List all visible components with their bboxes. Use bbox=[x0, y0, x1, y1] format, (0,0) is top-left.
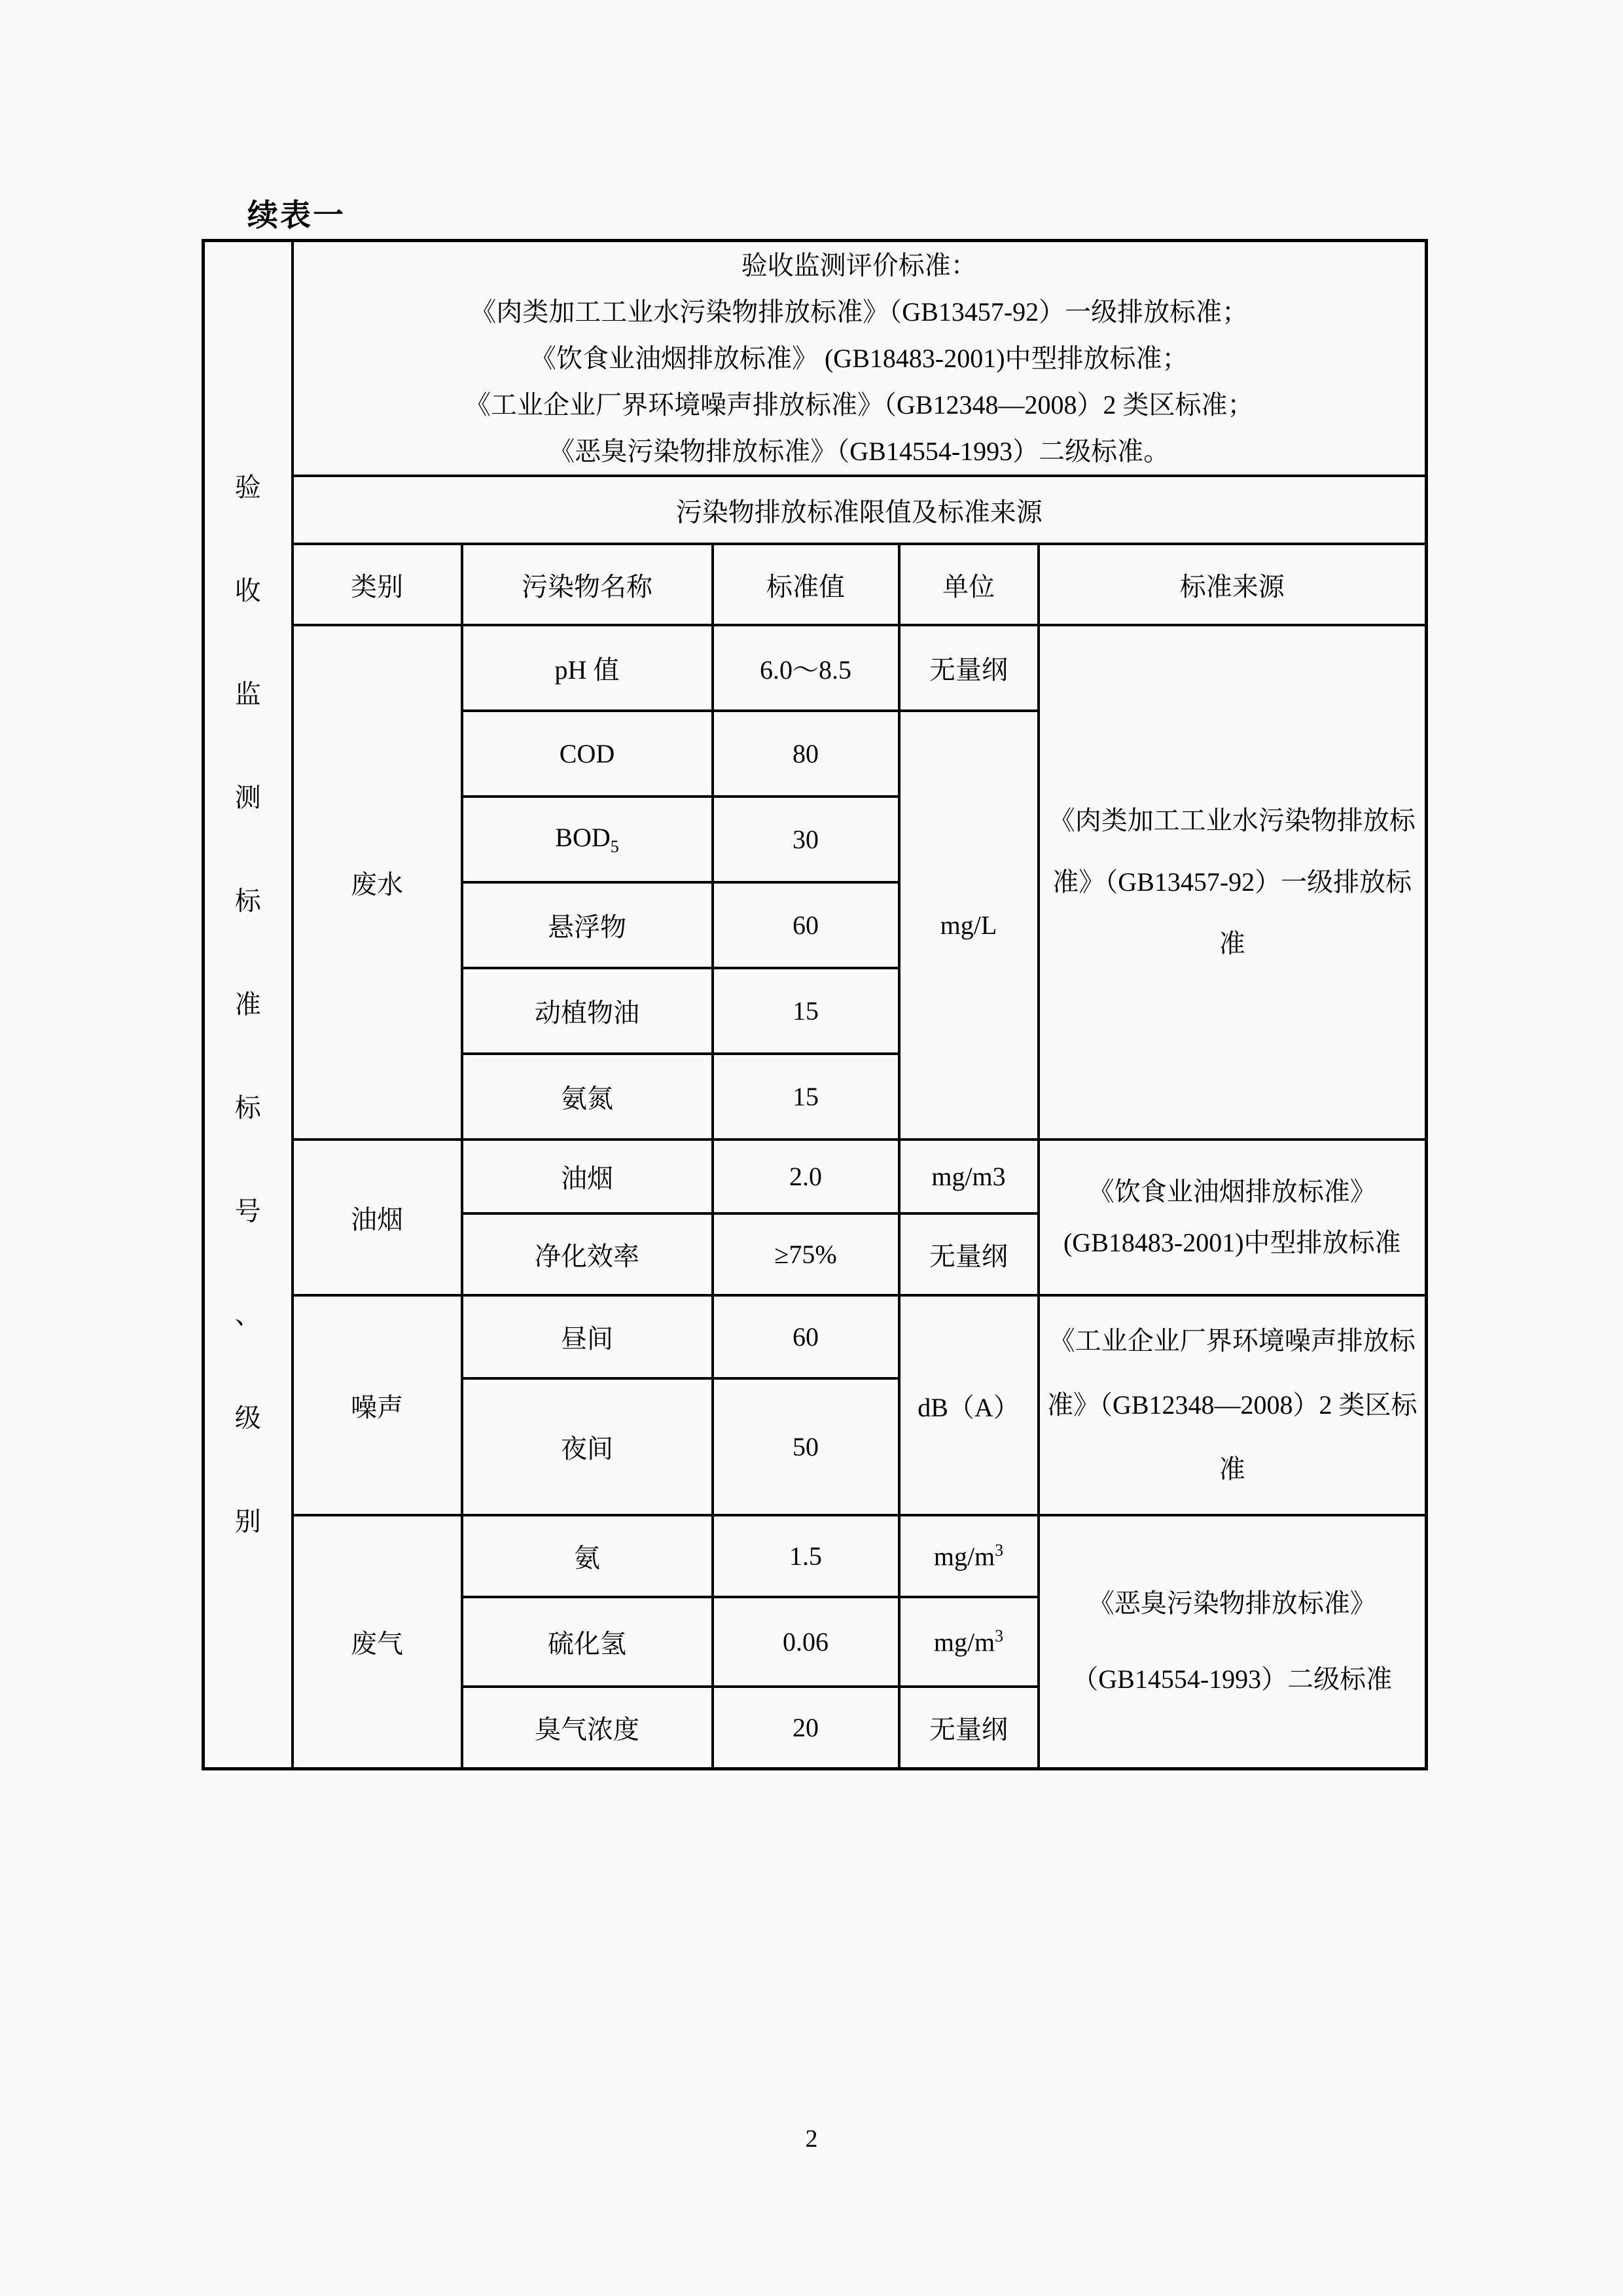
side-label-cell bbox=[204, 241, 293, 1769]
side-label-char: 标 bbox=[234, 1092, 261, 1122]
source-noise-standard: 《工业企业厂界环境噪声排放标准》（GB12348—2008）2 类区标准 bbox=[1039, 1295, 1427, 1515]
pollutant-name: 臭气浓度 bbox=[462, 1687, 713, 1768]
pollutant-name: 硫化氢 bbox=[462, 1597, 713, 1687]
col-header-value: 标准值 bbox=[713, 544, 899, 625]
standard-value: 60 bbox=[713, 1295, 899, 1378]
unit-superscript: 3 bbox=[995, 1540, 1004, 1560]
category-fume: 油烟 bbox=[293, 1139, 462, 1295]
pollutant-name: 夜间 bbox=[462, 1378, 713, 1515]
pollutant-name-base: BOD bbox=[555, 823, 611, 852]
category-wastewater: 废水 bbox=[293, 625, 462, 1139]
side-label-char: 、 bbox=[234, 1299, 261, 1329]
table-row-ammonia bbox=[204, 1515, 1427, 1597]
standard-value: 80 bbox=[713, 711, 899, 797]
col-header-category: 类别 bbox=[293, 544, 462, 625]
side-label-char: 级 bbox=[234, 1403, 261, 1433]
pollutant-name: 氨 bbox=[462, 1515, 713, 1597]
unit-dimensionless: 无量纲 bbox=[899, 1213, 1039, 1295]
pollutant-name bbox=[462, 797, 713, 882]
pollutant-name: 悬浮物 bbox=[462, 882, 713, 968]
unit-dimensionless bbox=[899, 1687, 1039, 1768]
unit-base: 无量纲 bbox=[929, 1714, 1008, 1744]
source-odor-standard: 《恶臭污染物排放标准》（GB14554-1993）二级标准 bbox=[1039, 1515, 1427, 1768]
unit-base: mg/m bbox=[933, 1627, 995, 1657]
side-label-char: 准 bbox=[234, 989, 261, 1019]
eval-standard-line: 《工业企业厂界环境噪声排放标准》（GB12348—2008）2 类区标准； bbox=[464, 390, 1254, 420]
table-row-daytime bbox=[204, 1295, 1427, 1378]
unit-mg-per-m3: mg/m3 bbox=[899, 1139, 1039, 1213]
unit-db-a: dB（A） bbox=[899, 1295, 1039, 1515]
standard-value: 0.06 bbox=[713, 1597, 899, 1687]
side-label-char: 号 bbox=[234, 1196, 261, 1226]
pollutant-name: COD bbox=[462, 711, 713, 797]
table-row-fume bbox=[204, 1139, 1427, 1213]
eval-standards-header bbox=[294, 242, 1425, 475]
page-title: 续表一 bbox=[247, 198, 346, 232]
unit-mg-per-l: mg/L bbox=[899, 711, 1039, 1139]
pollutant-name: pH 值 bbox=[462, 625, 713, 711]
table-row-ph bbox=[204, 625, 1427, 711]
standard-value: 30 bbox=[713, 797, 899, 882]
side-label-char: 监 bbox=[234, 679, 261, 709]
eval-standard-line: 验收监测评价标准： bbox=[741, 251, 977, 280]
monitoring-standards-table bbox=[202, 239, 1428, 1770]
side-label-char: 别 bbox=[234, 1506, 261, 1536]
eval-standard-line: 《恶臭污染物排放标准》（GB14554-1993）二级标准。 bbox=[548, 437, 1170, 466]
standard-value: 50 bbox=[713, 1378, 899, 1515]
category-noise: 噪声 bbox=[293, 1295, 462, 1515]
side-label-char: 验 bbox=[234, 472, 261, 502]
pollutant-name: 净化效率 bbox=[462, 1213, 713, 1295]
eval-standard-line: 《饮食业油烟排放标准》 (GB18483-2001)中型排放标准； bbox=[529, 344, 1188, 373]
standard-value: 15 bbox=[713, 1054, 899, 1139]
col-header-pollutant: 污染物名称 bbox=[462, 544, 713, 625]
standard-value: 20 bbox=[713, 1687, 899, 1768]
side-label bbox=[205, 472, 291, 1536]
unit-dimensionless: 无量纲 bbox=[899, 625, 1039, 711]
standard-value: 2.0 bbox=[713, 1139, 899, 1213]
unit-mg-per-m3 bbox=[899, 1515, 1039, 1597]
table-header-row bbox=[204, 544, 1427, 625]
table-row bbox=[204, 241, 1427, 476]
side-label-char: 收 bbox=[234, 575, 261, 605]
unit-superscript: 3 bbox=[995, 1626, 1004, 1645]
unit-base: mg/m bbox=[933, 1541, 995, 1571]
table-subtitle: 污染物排放标准限值及标准来源 bbox=[293, 476, 1427, 544]
eval-standards-header-cell bbox=[293, 241, 1427, 476]
pollutant-name: 油烟 bbox=[462, 1139, 713, 1213]
standard-value: 6.0～8.5 bbox=[713, 625, 899, 711]
table-row bbox=[204, 476, 1427, 544]
source-meat-standard: 《肉类加工工业水污染物排放标准》（GB13457-92）一级排放标准 bbox=[1039, 625, 1427, 1139]
col-header-unit: 单位 bbox=[899, 544, 1039, 625]
standard-value: 60 bbox=[713, 882, 899, 968]
standard-value: 1.5 bbox=[713, 1515, 899, 1597]
standard-value: 15 bbox=[713, 968, 899, 1054]
unit-mg-per-m3 bbox=[899, 1597, 1039, 1687]
pollutant-name: 昼间 bbox=[462, 1295, 713, 1378]
col-header-source: 标准来源 bbox=[1039, 544, 1427, 625]
pollutant-name: 动植物油 bbox=[462, 968, 713, 1054]
side-label-char: 标 bbox=[234, 886, 261, 916]
page-number: 2 bbox=[805, 2125, 818, 2153]
eval-standard-line: 《肉类加工工业水污染物排放标准》（GB13457-92）一级排放标准； bbox=[470, 297, 1249, 327]
standard-value: ≥75% bbox=[713, 1213, 899, 1295]
pollutant-name: 氨氮 bbox=[462, 1054, 713, 1139]
category-waste-gas: 废气 bbox=[293, 1515, 462, 1768]
side-label-char: 测 bbox=[234, 782, 261, 812]
source-fume-standard: 《饮食业油烟排放标准》(GB18483-2001)中型排放标准 bbox=[1039, 1139, 1427, 1295]
pollutant-name-subscript: 5 bbox=[610, 837, 619, 856]
